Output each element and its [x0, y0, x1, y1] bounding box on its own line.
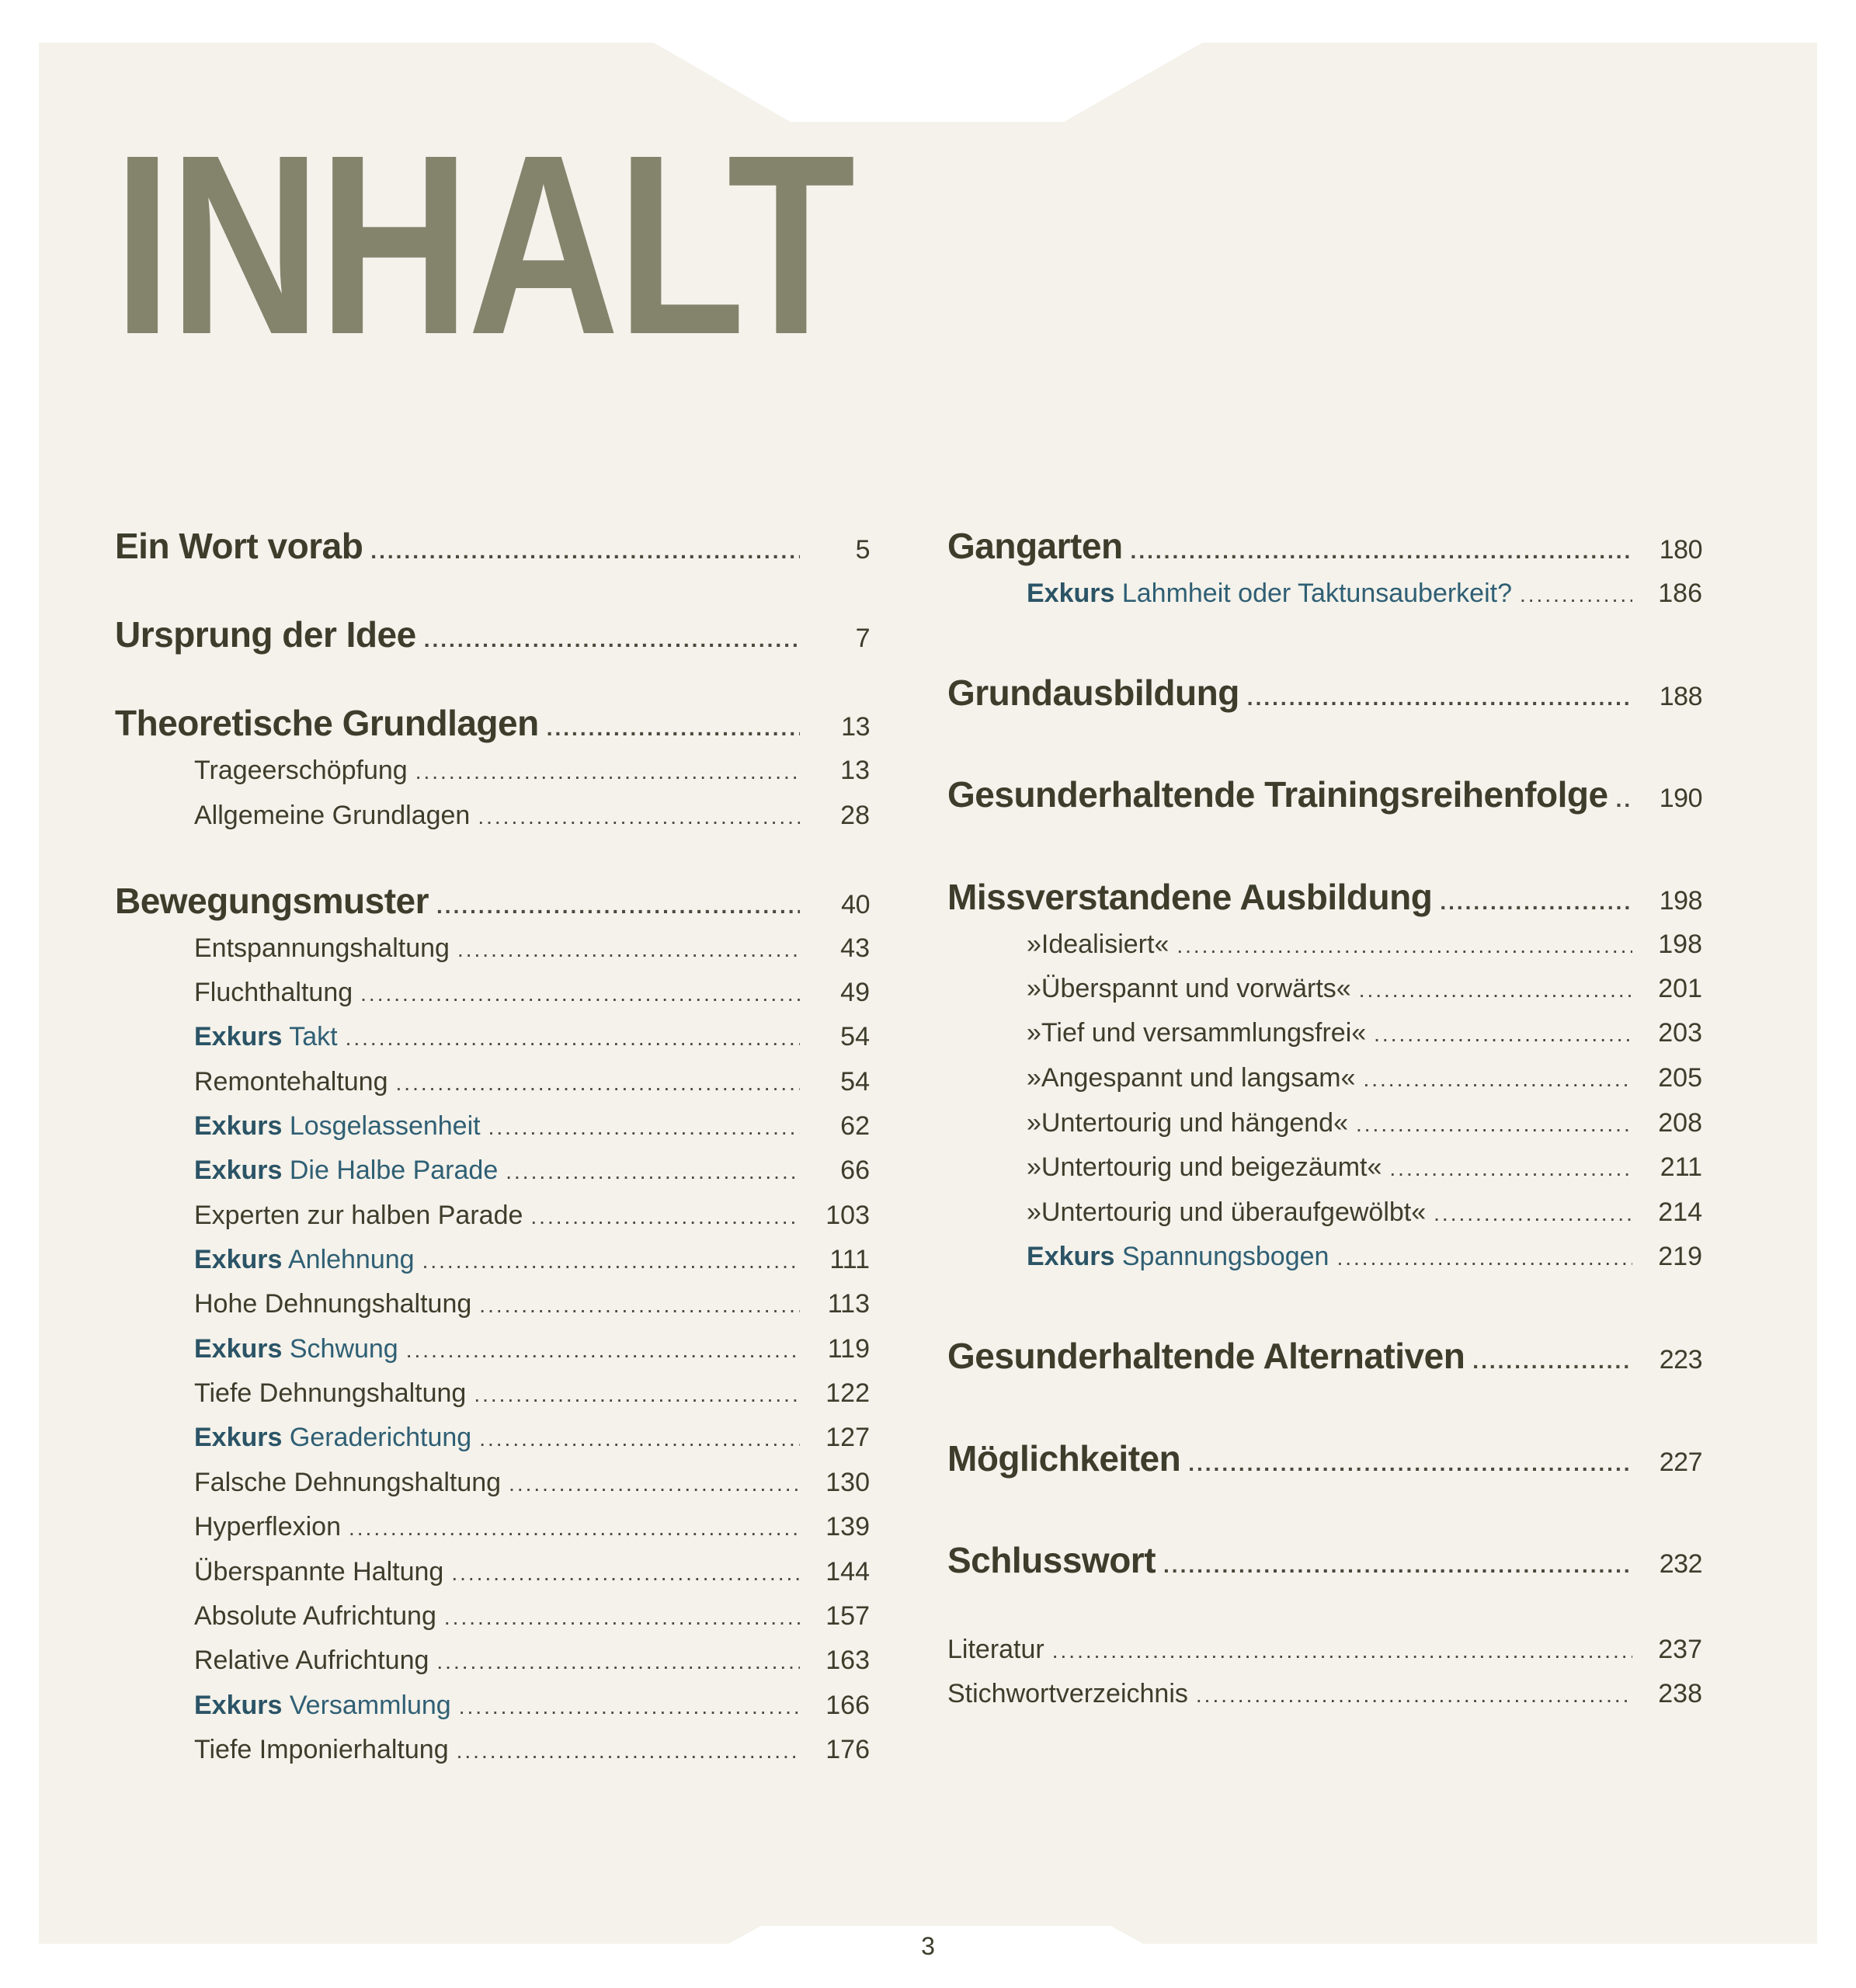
- toc-entry-title: Relative Aufrichtung: [194, 1646, 429, 1675]
- toc-page-number: 237: [1658, 1635, 1702, 1664]
- exkurs-title: Spannungsbogen: [1114, 1242, 1329, 1271]
- toc-entry-title: »Angespannt und langsam«: [1027, 1063, 1356, 1093]
- toc-entry: [115, 933, 870, 964]
- exkurs-title: Geraderichtung: [282, 1423, 472, 1452]
- exkurs-label: Exkurs: [194, 1245, 283, 1274]
- toc-entry: [115, 1022, 870, 1052]
- toc-entry: [947, 672, 1702, 714]
- toc-page-number: 238: [1658, 1679, 1702, 1708]
- toc-entry: [115, 978, 870, 1008]
- toc-entry-title: Gesunderhaltende Alternativen: [947, 1336, 1465, 1376]
- toc-entry: [947, 579, 1702, 609]
- dot-leader: [457, 1739, 800, 1764]
- toc-page-number: 198: [1659, 886, 1702, 916]
- exkurs-title: Lahmheit oder Taktunsauberkeit?: [1114, 579, 1512, 608]
- toc-entry: [115, 1067, 870, 1097]
- toc-page-number: 113: [827, 1289, 870, 1319]
- toc-entry-title: Entspannungshaltung: [194, 933, 450, 963]
- toc-page-number: 7: [855, 624, 870, 653]
- toc-page-number: 49: [840, 978, 870, 1007]
- exkurs-title: Anlehnung: [282, 1245, 415, 1274]
- toc-entry-title: [115, 1423, 471, 1453]
- exkurs-title: Takt: [282, 1022, 338, 1051]
- exkurs-label: Exkurs: [1027, 1242, 1115, 1271]
- toc-page-number: 139: [825, 1512, 870, 1541]
- dot-leader: [509, 1472, 800, 1496]
- dot-leader: [1247, 686, 1632, 711]
- dot-leader: [436, 894, 800, 919]
- toc-entry-title: Gangarten: [947, 526, 1123, 566]
- toc-entry-title: Absolute Aufrichtung: [194, 1601, 436, 1631]
- toc-entry-title: »Untertourig und beigezäumt«: [1027, 1152, 1382, 1182]
- toc-entry-title: Bewegungsmuster: [115, 881, 429, 921]
- page-number: 3: [921, 1932, 935, 1960]
- toc-page-number: 219: [1658, 1242, 1702, 1271]
- toc-page-number: 163: [825, 1646, 870, 1675]
- toc-entry-title: Schlusswort: [947, 1540, 1156, 1580]
- toc-page-number: 186: [1658, 579, 1702, 608]
- toc-entry-title: »Überspannt und vorwärts«: [1027, 974, 1351, 1003]
- toc-page-number: 127: [825, 1423, 870, 1452]
- toc-entry: [947, 1635, 1702, 1665]
- toc-page-number: 28: [840, 801, 870, 830]
- dot-leader: [422, 1249, 800, 1274]
- exkurs-label: Exkurs: [194, 1423, 283, 1452]
- toc-entry-title: Tiefe Imponierhaltung: [194, 1735, 449, 1764]
- toc-entry: [947, 773, 1702, 815]
- toc-entry: [947, 1063, 1702, 1093]
- toc-entry-title: »Idealisiert«: [1027, 930, 1170, 959]
- toc-entry: [115, 1289, 870, 1319]
- dot-leader: [457, 937, 800, 962]
- toc-entry-title: Trageerschöpfung: [194, 756, 408, 785]
- dot-leader: [396, 1071, 800, 1096]
- toc-entry-title: Grundausbildung: [947, 673, 1239, 713]
- toc-entry-title: [947, 1242, 1329, 1272]
- toc-entry: [115, 1334, 870, 1364]
- toc-page-number: 180: [1659, 535, 1702, 565]
- exkurs-title: Losgelassenheit: [282, 1111, 481, 1141]
- toc-page-number: 144: [825, 1557, 870, 1587]
- dot-leader: [444, 1605, 800, 1630]
- toc-entry-title: Falsche Dehnungshaltung: [194, 1468, 502, 1497]
- toc-page-number: 111: [829, 1245, 870, 1274]
- dot-leader: [349, 1516, 800, 1541]
- toc-entry-title: »Untertourig und hängend«: [1027, 1108, 1348, 1138]
- dot-leader: [1389, 1156, 1632, 1181]
- dot-leader: [1363, 1067, 1632, 1092]
- toc-page-number: 198: [1658, 930, 1702, 959]
- toc-page-number: 201: [1658, 974, 1702, 1003]
- toc-entry-title: [115, 1156, 498, 1186]
- toc-page-number: 190: [1659, 784, 1702, 813]
- dot-leader: [478, 805, 800, 829]
- toc-entry: [115, 1646, 870, 1676]
- exkurs-label: Exkurs: [1027, 579, 1115, 608]
- exkurs-label: Exkurs: [194, 1691, 283, 1720]
- toc-entry-title: [115, 1022, 338, 1052]
- toc-page-number: 203: [1658, 1018, 1702, 1048]
- toc-entry: [947, 1242, 1702, 1272]
- toc-entry: [947, 525, 1702, 567]
- toc-entry-title: Fluchthaltung: [194, 978, 353, 1007]
- toc-page-number: 62: [840, 1111, 870, 1141]
- toc-entry: [115, 1512, 870, 1542]
- toc-entry-title: Experten zur halben Parade: [194, 1201, 523, 1230]
- toc-page-number: 119: [827, 1334, 870, 1364]
- dot-leader: [451, 1561, 800, 1586]
- dot-leader: [1520, 582, 1632, 607]
- toc-page-number: 223: [1659, 1345, 1702, 1375]
- toc-page-number: 103: [825, 1201, 870, 1230]
- toc-page-number: 13: [840, 756, 870, 785]
- toc-entry: [947, 1679, 1702, 1709]
- toc-entry: [115, 525, 870, 567]
- toc-entry-title: [115, 1111, 481, 1142]
- dot-leader: [1374, 1022, 1632, 1047]
- toc-entry-title: Hohe Dehnungshaltung: [194, 1289, 472, 1319]
- toc-entry: [947, 1018, 1702, 1048]
- dot-leader: [415, 759, 800, 784]
- toc-entry-title: [947, 579, 1512, 609]
- toc-page-number: 43: [840, 933, 870, 963]
- dot-leader: [1356, 1112, 1632, 1137]
- toc-page-number: 205: [1658, 1063, 1702, 1093]
- dot-leader: [506, 1159, 800, 1184]
- dot-leader: [1188, 1451, 1632, 1476]
- dot-leader: [459, 1694, 800, 1719]
- toc-entry: [947, 876, 1702, 918]
- toc-page-number: 66: [840, 1156, 870, 1185]
- toc-page-number: 54: [840, 1067, 870, 1097]
- dot-leader: [479, 1293, 800, 1318]
- exkurs-label: Exkurs: [194, 1022, 283, 1051]
- toc-entry-title: Gesunderhaltende Trainingsreihenfolge: [947, 774, 1608, 815]
- toc-entry: [947, 1108, 1702, 1138]
- toc-entry: [115, 1423, 870, 1453]
- toc-entry: [115, 613, 870, 655]
- toc-entry: [115, 1468, 870, 1498]
- toc-entry: [947, 1437, 1702, 1479]
- dot-leader: [1440, 890, 1632, 915]
- toc-page-number: 232: [1659, 1549, 1702, 1579]
- dot-leader: [1616, 787, 1632, 812]
- dot-leader: [360, 982, 800, 1006]
- toc-entry: [115, 1156, 870, 1186]
- toc-page-number: 130: [825, 1468, 870, 1497]
- toc-entry-title: Missverstandene Ausbildung: [947, 877, 1433, 917]
- page-title: INHALT: [113, 101, 853, 388]
- toc-page-number: 208: [1658, 1108, 1702, 1138]
- toc-entry: [115, 880, 870, 922]
- toc-entry-title: Hyperflexion: [194, 1512, 341, 1541]
- dot-leader: [1196, 1683, 1632, 1708]
- dot-leader: [424, 627, 800, 652]
- exkurs-label: Exkurs: [194, 1111, 283, 1141]
- toc-entry: [115, 756, 870, 786]
- toc-entry-title: [115, 1691, 451, 1721]
- exkurs-label: Exkurs: [194, 1334, 283, 1364]
- toc-page-number: 122: [825, 1378, 870, 1408]
- toc-entry: [115, 1601, 870, 1632]
- toc-entry-title: »Untertourig und überaufgewölbt«: [1027, 1197, 1427, 1227]
- toc-page-number: 40: [841, 890, 870, 919]
- toc-entry: [115, 1557, 870, 1587]
- toc-entry: [115, 1691, 870, 1721]
- toc-entry: [947, 1152, 1702, 1183]
- toc-entry: [115, 1245, 870, 1275]
- toc-entry-title: Theoretische Grundlagen: [115, 703, 539, 743]
- toc-entry: [115, 702, 870, 744]
- dot-leader: [1472, 1349, 1632, 1374]
- exkurs-title: Versammlung: [282, 1691, 451, 1720]
- dot-leader: [1163, 1553, 1632, 1578]
- toc-page-number: 211: [1660, 1152, 1702, 1182]
- toc-page-number: 5: [855, 535, 870, 565]
- toc-entry-title: [115, 1334, 398, 1364]
- dot-leader: [1336, 1246, 1632, 1270]
- toc-entry: [115, 1735, 870, 1765]
- toc-entry-title: Literatur: [947, 1635, 1044, 1664]
- toc-page-number: 188: [1659, 682, 1702, 711]
- toc-entry-title: Überspannte Haltung: [194, 1557, 444, 1587]
- dot-leader: [370, 539, 800, 564]
- toc-entry: [947, 1335, 1702, 1377]
- dot-leader: [1131, 539, 1632, 564]
- dot-leader: [1359, 978, 1632, 1003]
- toc-entry-title: Allgemeine Grundlagen: [194, 801, 471, 830]
- toc-page-number: 13: [841, 712, 870, 742]
- toc-entry: [115, 1378, 870, 1409]
- dot-leader: [346, 1026, 800, 1051]
- dot-leader: [547, 716, 800, 741]
- dot-leader: [436, 1649, 800, 1674]
- toc-page-number: 157: [825, 1601, 870, 1631]
- toc-entry-title: Ursprung der Idee: [115, 614, 416, 655]
- dot-leader: [530, 1204, 800, 1229]
- toc-entry: [947, 930, 1702, 960]
- toc-page-number: 227: [1659, 1448, 1702, 1477]
- exkurs-label: Exkurs: [194, 1156, 283, 1185]
- toc-page-number: 214: [1658, 1197, 1702, 1227]
- toc-entry-title: Remontehaltung: [194, 1067, 388, 1097]
- toc-entry: [947, 1197, 1702, 1228]
- toc-entry-title: Stichwortverzeichnis: [947, 1679, 1188, 1708]
- toc-entry: [947, 974, 1702, 1004]
- toc-entry: [115, 1111, 870, 1142]
- dot-leader: [1052, 1639, 1632, 1663]
- dot-leader: [1177, 933, 1632, 958]
- dot-leader: [1434, 1201, 1632, 1226]
- dot-leader: [406, 1338, 800, 1363]
- toc-entry: [115, 801, 870, 831]
- dot-leader: [488, 1115, 800, 1140]
- toc-page-number: 54: [840, 1022, 870, 1051]
- exkurs-title: Schwung: [282, 1334, 398, 1364]
- toc-page-number: 176: [825, 1735, 870, 1764]
- toc-entry-title: »Tief und versammlungsfrei«: [1027, 1018, 1367, 1048]
- toc-entry-title: Ein Wort vorab: [115, 526, 363, 566]
- dot-leader: [474, 1382, 800, 1407]
- toc-entry: [947, 1539, 1702, 1581]
- toc-entry-title: Tiefe Dehnungshaltung: [194, 1378, 467, 1408]
- exkurs-title: Die Halbe Parade: [282, 1156, 499, 1185]
- toc-entry: [115, 1201, 870, 1231]
- dot-leader: [479, 1427, 800, 1451]
- toc-entry-title: [115, 1245, 415, 1275]
- toc-entry-title: Möglichkeiten: [947, 1438, 1181, 1479]
- toc-page-number: 166: [825, 1691, 870, 1720]
